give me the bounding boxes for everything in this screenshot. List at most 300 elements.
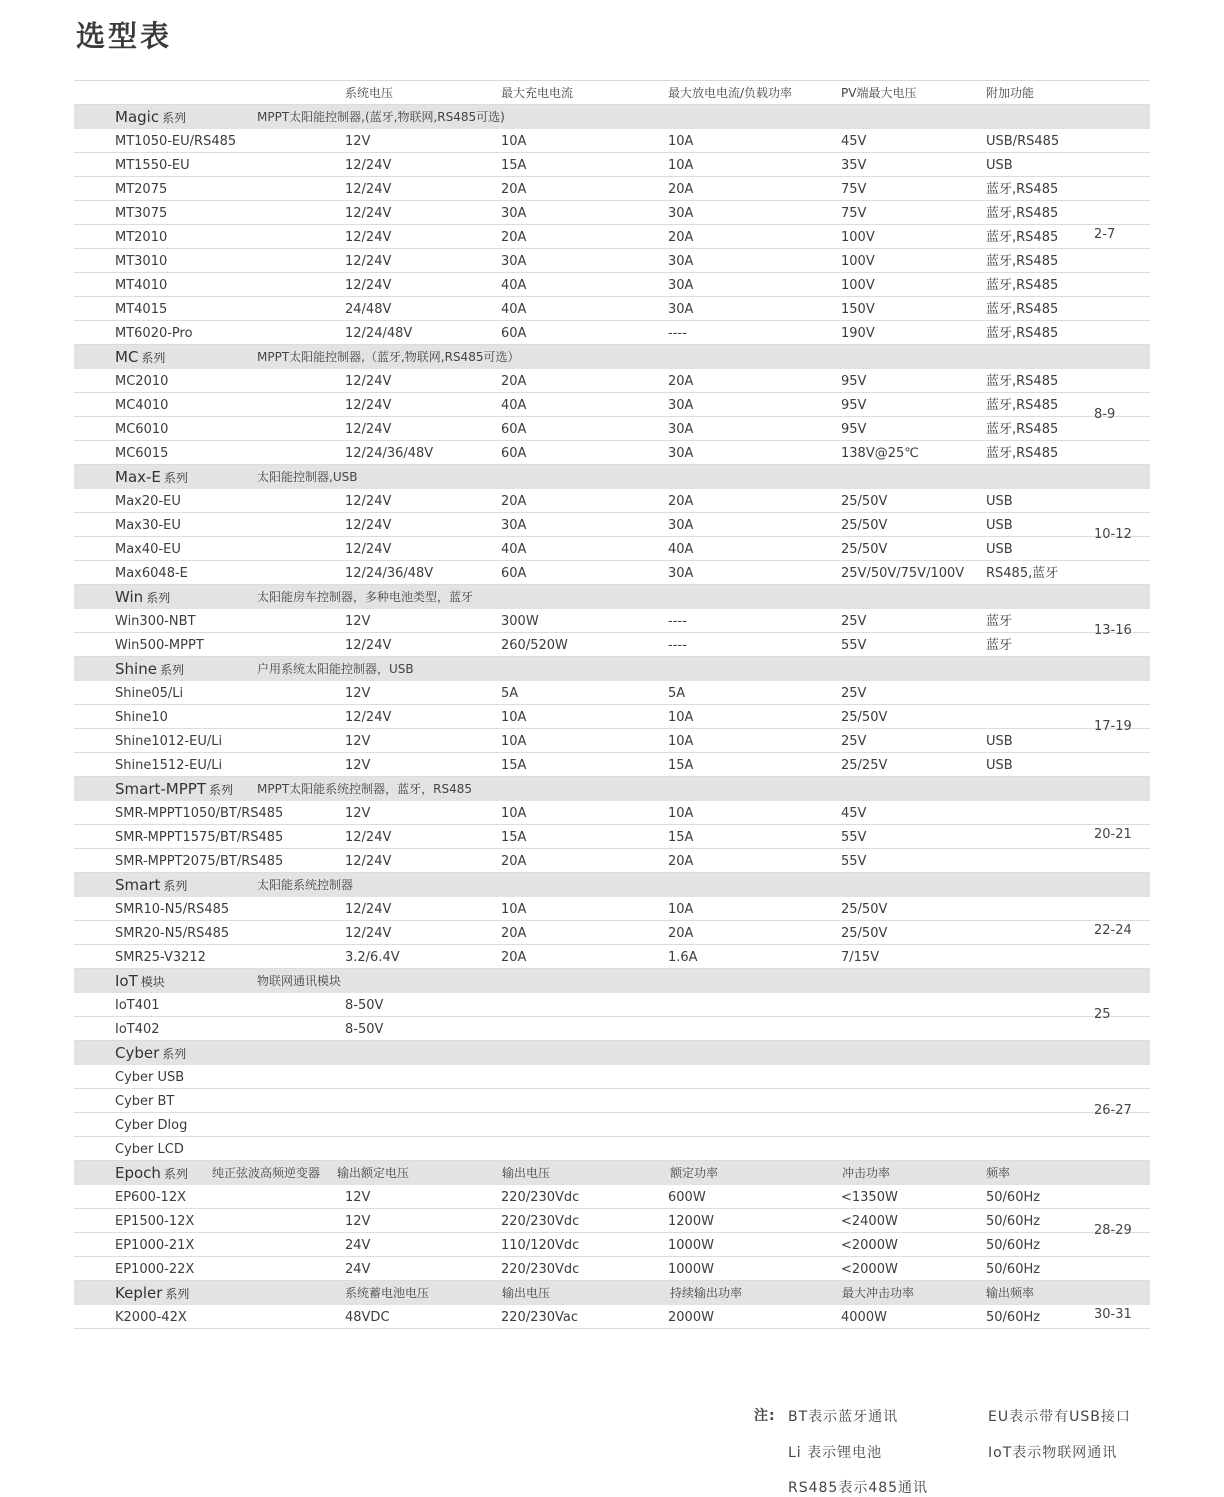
notes-block <box>754 1400 1174 1496</box>
cell-model: Cyber Dlog <box>115 1118 188 1133</box>
series-suffix: 系列 <box>162 1047 187 1061</box>
cell-pv: 45V <box>841 806 867 821</box>
series-column-header: 系统蓄电池电压 <box>345 1286 430 1300</box>
page-reference: 20-21 <box>1094 827 1132 842</box>
cell-features: USB <box>986 518 1013 533</box>
cell-features: 50/60Hz <box>986 1310 1041 1325</box>
cell-voltage: 12/24V <box>345 854 392 869</box>
series-column-header: 输出频率 <box>986 1286 1035 1300</box>
series-name <box>115 105 186 128</box>
cell-features: 蓝牙,RS485 <box>986 398 1059 413</box>
series-suffix: 系列 <box>165 1287 190 1301</box>
cell-model: Max40-EU <box>115 542 181 557</box>
cell-pv: 25V <box>841 734 867 749</box>
note-bt: BT表示蓝牙通讯 <box>788 1409 899 1425</box>
cell-voltage: 12/24V <box>345 278 392 293</box>
cell-discharge: ---- <box>668 614 687 629</box>
cell-pv: 95V <box>841 422 867 437</box>
cell-voltage: 12/24V <box>345 494 392 509</box>
series-header-row <box>74 1281 1150 1305</box>
cell-pv: 100V <box>841 230 875 245</box>
series-section-iot <box>74 969 1150 1041</box>
series-section-mc <box>74 345 1150 465</box>
cell-voltage: 24V <box>345 1238 371 1253</box>
series-name <box>115 345 165 368</box>
cell-features: 50/60Hz <box>986 1262 1041 1277</box>
cell-charge: 15A <box>501 758 527 773</box>
cell-pv: 25/50V <box>841 902 888 917</box>
table-row <box>74 369 1150 393</box>
series-section-kepler <box>74 1281 1150 1329</box>
series-column-header: 持续输出功率 <box>670 1286 743 1300</box>
cell-pv: 45V <box>841 134 867 149</box>
cell-charge: 60A <box>501 422 527 437</box>
cell-pv: 7/15V <box>841 950 880 965</box>
table-row <box>74 849 1150 873</box>
cell-model: SMR10-N5/RS485 <box>115 902 230 917</box>
series-name-text: IoT <box>115 972 138 990</box>
cell-pv: 100V <box>841 278 875 293</box>
cell-charge: 20A <box>501 374 527 389</box>
cell-model: MT2010 <box>115 230 168 245</box>
cell-model: Win500-MPPT <box>115 638 204 653</box>
series-name <box>115 585 170 608</box>
table-header-row <box>74 81 1150 105</box>
note-rs485: RS485表示485通讯 <box>788 1480 929 1496</box>
page-reference: 8-9 <box>1094 407 1116 422</box>
cell-discharge: 30A <box>668 278 694 293</box>
cell-model: Shine10 <box>115 710 168 725</box>
series-section-win <box>74 585 1150 657</box>
page-reference: 28-29 <box>1094 1223 1132 1238</box>
column-header-voltage: 系统电压 <box>345 86 394 100</box>
cell-discharge: ---- <box>668 638 687 653</box>
cell-discharge: 30A <box>668 302 694 317</box>
table-row <box>74 1017 1150 1041</box>
cell-features: USB <box>986 542 1013 557</box>
series-suffix: 系列 <box>146 591 171 605</box>
cell-discharge: 30A <box>668 254 694 269</box>
cell-charge: 10A <box>501 134 527 149</box>
table-row <box>74 633 1150 657</box>
cell-discharge: 600W <box>668 1190 706 1205</box>
cell-voltage: 12/24V <box>345 422 392 437</box>
page-reference: 30-31 <box>1094 1307 1132 1322</box>
cell-charge: 220/230Vac <box>501 1310 579 1325</box>
table-row <box>74 153 1150 177</box>
cell-charge: 40A <box>501 278 527 293</box>
cell-pv: 55V <box>841 638 867 653</box>
cell-features: 50/60Hz <box>986 1214 1041 1229</box>
cell-features: 蓝牙,RS485 <box>986 302 1059 317</box>
cell-discharge: 30A <box>668 422 694 437</box>
cell-features: USB <box>986 494 1013 509</box>
note-li: Li 表示锂电池 <box>788 1445 883 1461</box>
series-description: 太阳能控制器,USB <box>257 470 358 484</box>
cell-voltage: 12/24V <box>345 398 392 413</box>
series-header-row <box>74 1161 1150 1185</box>
cell-voltage: 12/24V <box>345 542 392 557</box>
cell-charge: 60A <box>501 566 527 581</box>
table-row <box>74 753 1150 777</box>
cell-discharge: 1200W <box>668 1214 714 1229</box>
notes-label: 注: <box>754 1408 776 1424</box>
cell-pv: <2000W <box>841 1262 898 1277</box>
series-description: 物联网通讯模块 <box>257 974 342 988</box>
cell-pv: 25/50V <box>841 926 888 941</box>
cell-pv: 4000W <box>841 1310 887 1325</box>
column-header-pv: PV端最大电压 <box>841 86 917 100</box>
cell-pv: 55V <box>841 830 867 845</box>
cell-discharge: 20A <box>668 854 694 869</box>
cell-model: MC2010 <box>115 374 169 389</box>
cell-features: USB <box>986 758 1013 773</box>
cell-voltage: 3.2/6.4V <box>345 950 400 965</box>
cell-voltage: 12/24V <box>345 710 392 725</box>
cell-model: IoT401 <box>115 998 160 1013</box>
cell-discharge: 15A <box>668 830 694 845</box>
cell-features: 蓝牙,RS485 <box>986 206 1059 221</box>
table-row <box>74 825 1150 849</box>
table-row <box>74 1233 1150 1257</box>
cell-discharge: 30A <box>668 518 694 533</box>
cell-model: Cyber USB <box>115 1070 185 1085</box>
table-row <box>74 177 1150 201</box>
table-row <box>74 561 1150 585</box>
cell-model: SMR-MPPT1050/BT/RS485 <box>115 806 284 821</box>
cell-voltage: 12V <box>345 614 371 629</box>
cell-charge: 220/230Vdc <box>501 1262 580 1277</box>
table-row <box>74 609 1150 633</box>
series-section-smart-mppt <box>74 777 1150 873</box>
table-row <box>74 417 1150 441</box>
cell-voltage: 12/24/36/48V <box>345 446 434 461</box>
cell-charge: 10A <box>501 710 527 725</box>
series-header-row <box>74 657 1150 681</box>
cell-model: Cyber BT <box>115 1094 175 1109</box>
cell-charge: 220/230Vdc <box>501 1214 580 1229</box>
table-row <box>74 513 1150 537</box>
cell-discharge: 30A <box>668 446 694 461</box>
cell-model: MC4010 <box>115 398 169 413</box>
cell-discharge: 20A <box>668 182 694 197</box>
cell-model: K2000-42X <box>115 1310 187 1325</box>
cell-charge: 300W <box>501 614 539 629</box>
cell-voltage: 12/24V <box>345 926 392 941</box>
series-section-cyber <box>74 1041 1150 1161</box>
cell-pv: 35V <box>841 158 867 173</box>
cell-model: SMR-MPPT2075/BT/RS485 <box>115 854 284 869</box>
page-reference: 22-24 <box>1094 923 1132 938</box>
page-reference: 2-7 <box>1094 227 1116 242</box>
cell-pv: <2400W <box>841 1214 898 1229</box>
cell-discharge: 10A <box>668 734 694 749</box>
cell-pv: 100V <box>841 254 875 269</box>
series-name-text: Max-E <box>115 468 161 486</box>
cell-discharge: 5A <box>668 686 686 701</box>
series-header-row <box>74 873 1150 897</box>
cell-charge: 40A <box>501 542 527 557</box>
cell-model: MT4015 <box>115 302 168 317</box>
cell-features: 蓝牙,RS485 <box>986 422 1059 437</box>
series-column-header: 最大冲击功率 <box>842 1286 915 1300</box>
series-header-row <box>74 1041 1150 1065</box>
cell-features: RS485,蓝牙 <box>986 566 1059 581</box>
cell-voltage: 12/24V <box>345 374 392 389</box>
series-header-row <box>74 105 1150 129</box>
cell-features: 蓝牙,RS485 <box>986 230 1059 245</box>
page-reference: 17-19 <box>1094 719 1132 734</box>
cell-voltage: 8-50V <box>345 998 384 1013</box>
series-section-magic <box>74 105 1150 345</box>
cell-model: MT1550-EU <box>115 158 190 173</box>
cell-features: USB <box>986 158 1013 173</box>
series-section-shine <box>74 657 1150 777</box>
cell-discharge: 30A <box>668 566 694 581</box>
cell-voltage: 12V <box>345 1214 371 1229</box>
cell-voltage: 24V <box>345 1262 371 1277</box>
cell-model: MT1050-EU/RS485 <box>115 134 237 149</box>
series-name-text: Cyber <box>115 1044 160 1062</box>
cell-model: SMR25-V3212 <box>115 950 206 965</box>
cell-voltage: 12/24V <box>345 158 392 173</box>
table-row <box>74 897 1150 921</box>
table-row <box>74 1137 1150 1161</box>
cell-voltage: 12/24V <box>345 902 392 917</box>
cell-charge: 30A <box>501 518 527 533</box>
series-name <box>115 465 188 488</box>
cell-charge: 220/230Vdc <box>501 1190 580 1205</box>
cell-model: EP1000-22X <box>115 1262 195 1277</box>
cell-charge: 15A <box>501 830 527 845</box>
page-reference: 26-27 <box>1094 1103 1132 1118</box>
cell-pv: 95V <box>841 374 867 389</box>
column-header-discharge: 最大放电电流/负载功率 <box>668 86 793 100</box>
cell-voltage: 12/24V <box>345 638 392 653</box>
series-suffix: 系列 <box>162 111 187 125</box>
cell-discharge: 15A <box>668 758 694 773</box>
series-suffix: 系列 <box>163 879 188 893</box>
cell-model: Win300-NBT <box>115 614 196 629</box>
cell-pv: 25V <box>841 686 867 701</box>
cell-model: Max30-EU <box>115 518 181 533</box>
series-header-row <box>74 969 1150 993</box>
table-row <box>74 681 1150 705</box>
cell-pv: <1350W <box>841 1190 898 1205</box>
cell-voltage: 12/24V <box>345 206 392 221</box>
series-suffix: 模块 <box>140 975 165 989</box>
series-suffix: 系列 <box>208 783 233 797</box>
series-suffix: 系列 <box>163 1167 188 1181</box>
series-name <box>115 873 187 896</box>
series-suffix: 系列 <box>141 351 166 365</box>
table-row <box>74 993 1150 1017</box>
cell-model: MT3010 <box>115 254 168 269</box>
cell-features: 蓝牙,RS485 <box>986 182 1059 197</box>
cell-charge: 40A <box>501 302 527 317</box>
cell-model: MC6010 <box>115 422 169 437</box>
series-name <box>115 1161 188 1184</box>
series-description: MPPT太阳能控制器,（蓝牙,物联网,RS485可选） <box>257 350 520 364</box>
series-header-row <box>74 777 1150 801</box>
column-header-charge: 最大充电电流 <box>501 86 574 100</box>
column-header-features: 附加功能 <box>986 86 1035 100</box>
series-name-text: Magic <box>115 108 160 126</box>
series-column-header: 输出电压 <box>502 1166 551 1180</box>
cell-charge: 110/120Vdc <box>501 1238 580 1253</box>
cell-charge: 20A <box>501 926 527 941</box>
table-row <box>74 1113 1150 1137</box>
cell-voltage: 12V <box>345 758 371 773</box>
cell-discharge: 30A <box>668 398 694 413</box>
cell-pv: 95V <box>841 398 867 413</box>
cell-model: SMR20-N5/RS485 <box>115 926 230 941</box>
table-body <box>74 105 1150 1329</box>
series-suffix: 系列 <box>159 663 184 677</box>
series-column-header: 冲击功率 <box>842 1166 891 1180</box>
cell-charge: 60A <box>501 326 527 341</box>
table-row <box>74 393 1150 417</box>
cell-model: EP1500-12X <box>115 1214 195 1229</box>
table-row <box>74 1065 1150 1089</box>
cell-pv: 75V <box>841 182 867 197</box>
cell-voltage: 12/24V <box>345 254 392 269</box>
table-row <box>74 1257 1150 1281</box>
cell-charge: 5A <box>501 686 519 701</box>
cell-model: EP600-12X <box>115 1190 187 1205</box>
cell-charge: 20A <box>501 950 527 965</box>
cell-voltage: 12/24/36/48V <box>345 566 434 581</box>
cell-model: MT3075 <box>115 206 168 221</box>
cell-model: Shine1012-EU/Li <box>115 734 223 749</box>
note-iot: IoT表示物联网通讯 <box>988 1445 1118 1461</box>
cell-model: Max20-EU <box>115 494 181 509</box>
series-column-header: 输出额定电压 <box>337 1166 410 1180</box>
series-header-row <box>74 345 1150 369</box>
cell-charge: 260/520W <box>501 638 568 653</box>
cell-model: SMR-MPPT1575/BT/RS485 <box>115 830 284 845</box>
cell-voltage: 48VDC <box>345 1310 390 1325</box>
series-description: 太阳能系统控制器 <box>257 878 354 892</box>
table-row <box>74 1185 1150 1209</box>
table-row <box>74 1209 1150 1233</box>
series-name-text: Kepler <box>115 1284 163 1302</box>
cell-features: 蓝牙 <box>986 638 1013 653</box>
cell-charge: 60A <box>501 446 527 461</box>
series-column-header: 频率 <box>986 1166 1011 1180</box>
cell-features: 50/60Hz <box>986 1190 1041 1205</box>
series-description: MPPT太阳能系统控制器，蓝牙，RS485 <box>257 782 473 796</box>
cell-discharge: ---- <box>668 326 687 341</box>
cell-discharge: 10A <box>668 710 694 725</box>
cell-discharge: 2000W <box>668 1310 714 1325</box>
cell-discharge: 20A <box>668 926 694 941</box>
cell-charge: 20A <box>501 230 527 245</box>
selection-table <box>74 80 1150 1329</box>
note-eu: EU表示带有USB接口 <box>988 1409 1131 1425</box>
series-column-header: 额定功率 <box>670 1166 719 1180</box>
cell-model: EP1000-21X <box>115 1238 195 1253</box>
series-name <box>115 657 184 680</box>
cell-voltage: 12/24V <box>345 230 392 245</box>
cell-features: 蓝牙,RS485 <box>986 278 1059 293</box>
series-name <box>115 1041 186 1064</box>
cell-model: IoT402 <box>115 1022 160 1037</box>
series-name <box>115 1281 189 1304</box>
cell-voltage: 12/24V <box>345 518 392 533</box>
cell-voltage: 12/24/48V <box>345 326 413 341</box>
cell-charge: 15A <box>501 158 527 173</box>
cell-charge: 40A <box>501 398 527 413</box>
table-row <box>74 225 1150 249</box>
cell-discharge: 10A <box>668 806 694 821</box>
page-reference: 13-16 <box>1094 623 1132 638</box>
cell-model: MT4010 <box>115 278 168 293</box>
cell-features: 蓝牙,RS485 <box>986 446 1059 461</box>
cell-discharge: 1.6A <box>668 950 698 965</box>
cell-pv: 150V <box>841 302 875 317</box>
cell-pv: 25V/50V/75V/100V <box>841 566 965 581</box>
page-reference: 10-12 <box>1094 527 1132 542</box>
cell-discharge: 40A <box>668 542 694 557</box>
cell-voltage: 12V <box>345 134 371 149</box>
cell-pv: 25V <box>841 614 867 629</box>
table-row <box>74 441 1150 465</box>
table-row <box>74 801 1150 825</box>
cell-features: USB <box>986 734 1013 749</box>
series-column-header: 输出电压 <box>502 1286 551 1300</box>
table-row <box>74 249 1150 273</box>
cell-pv: <2000W <box>841 1238 898 1253</box>
cell-pv: 138V@25℃ <box>841 446 919 461</box>
page-title: 选型表 <box>76 19 173 53</box>
series-suffix: 系列 <box>163 471 188 485</box>
page-reference: 25 <box>1094 1007 1111 1022</box>
cell-pv: 25/25V <box>841 758 888 773</box>
series-description: MPPT太阳能控制器,(蓝牙,物联网,RS485可选) <box>257 110 505 124</box>
cell-voltage: 12/24V <box>345 182 392 197</box>
cell-charge: 10A <box>501 902 527 917</box>
cell-features: 蓝牙,RS485 <box>986 374 1059 389</box>
series-description: 纯正弦波高频逆变器 <box>212 1166 321 1180</box>
table-row <box>74 201 1150 225</box>
cell-model: MT2075 <box>115 182 168 197</box>
series-name-text: Epoch <box>115 1164 161 1182</box>
cell-pv: 25/50V <box>841 494 888 509</box>
series-name-text: Smart-MPPT <box>115 780 206 798</box>
series-description: 太阳能房车控制器，多种电池类型，蓝牙 <box>257 590 474 604</box>
series-section-epoch <box>74 1161 1150 1281</box>
table-row <box>74 921 1150 945</box>
cell-model: MT6020-Pro <box>115 326 193 341</box>
table-row <box>74 729 1150 753</box>
cell-charge: 30A <box>501 254 527 269</box>
cell-pv: 25/50V <box>841 710 888 725</box>
cell-pv: 25/50V <box>841 518 888 533</box>
table-row <box>74 129 1150 153</box>
cell-voltage: 12V <box>345 734 371 749</box>
series-section-smart <box>74 873 1150 969</box>
table-row <box>74 297 1150 321</box>
cell-model: Cyber LCD <box>115 1142 184 1157</box>
cell-features: USB/RS485 <box>986 134 1060 149</box>
cell-charge: 20A <box>501 854 527 869</box>
cell-model: Shine1512-EU/Li <box>115 758 223 773</box>
cell-pv: 25/50V <box>841 542 888 557</box>
table-row <box>74 945 1150 969</box>
series-name <box>115 969 165 992</box>
table-row <box>74 273 1150 297</box>
